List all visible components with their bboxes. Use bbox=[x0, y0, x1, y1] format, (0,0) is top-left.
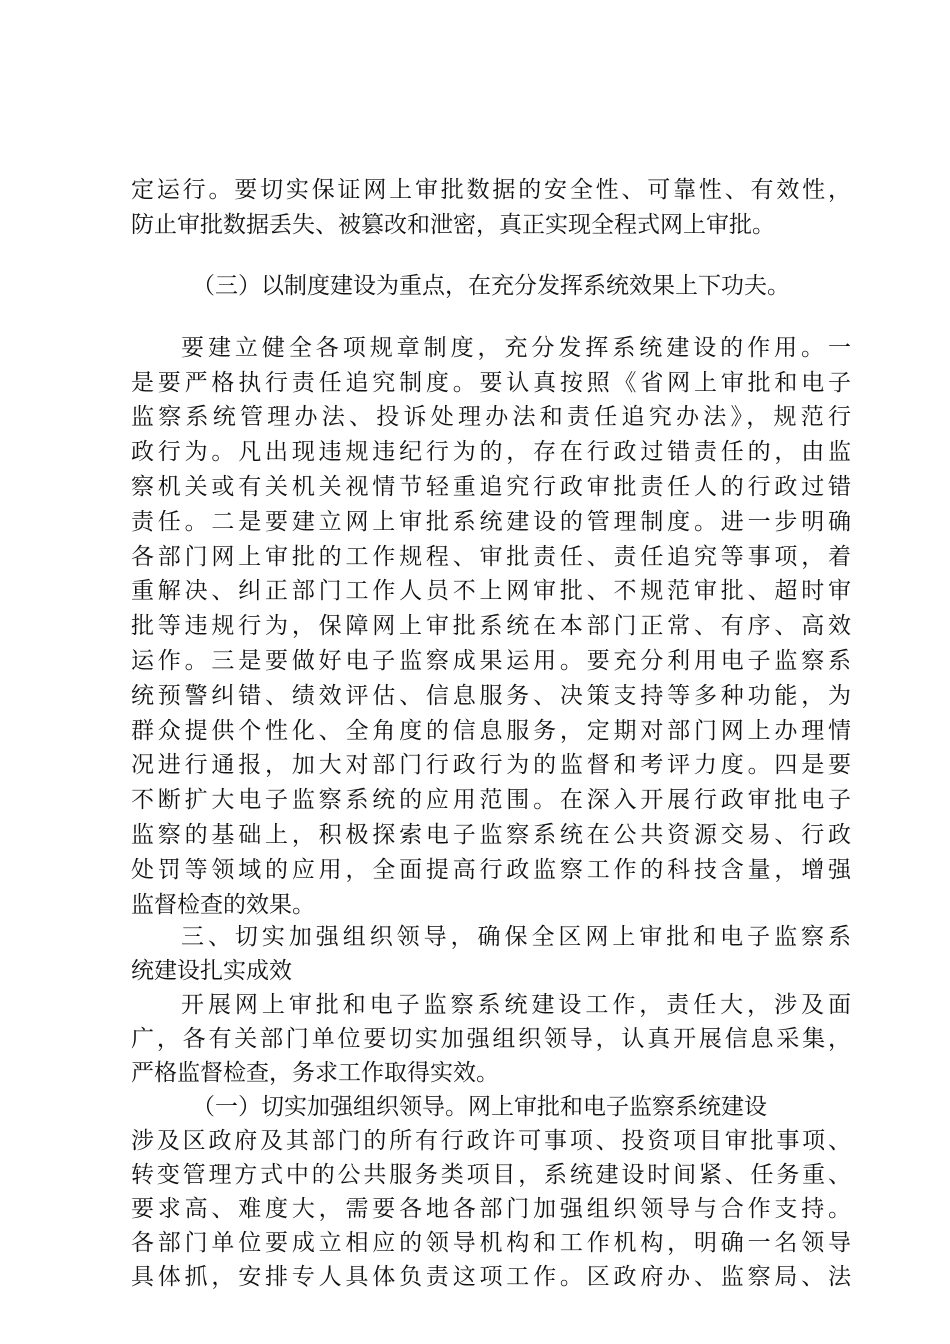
body-text-line: 监察系统管理办法、投诉处理办法和责任追究办法》，规范行 bbox=[131, 404, 851, 430]
body-text-line: 统预警纠错、绩效评估、信息服务、决策支持等多种功能，为 bbox=[131, 683, 851, 709]
body-text-line: 要建立健全各项规章制度，充分发挥系统建设的作用。一 bbox=[181, 335, 851, 361]
body-text-line: 政行为。凡出现违规违纪行为的，存在行政过错责任的，由监 bbox=[131, 439, 851, 465]
body-text-line: 广，各有关部门单位要切实加强组织领导，认真开展信息采集， bbox=[131, 1026, 851, 1052]
body-text-line: 要求高、难度大，需要各地各部门加强组织领导与合作支持。 bbox=[131, 1196, 851, 1222]
body-text-line: 是要严格执行责任追究制度。要认真按照《省网上审批和电子 bbox=[131, 370, 851, 396]
body-text-line: 防止审批数据丢失、被篡改和泄密，真正实现全程式网上审批。 bbox=[131, 212, 775, 238]
body-text-line: 重解决、纠正部门工作人员不上网审批、不规范审批、超时审 bbox=[131, 578, 851, 604]
body-text-line: 群众提供个性化、全角度的信息服务，定期对部门网上办理情 bbox=[131, 718, 851, 744]
body-text-line: 各部门单位要成立相应的领导机构和工作机构，明确一名领导 bbox=[131, 1230, 851, 1256]
body-text-line: 开展网上审批和电子监察系统建设工作，责任大，涉及面 bbox=[181, 992, 851, 1018]
section-heading: 三、切实加强组织领导，确保全区网上审批和电子监察系 bbox=[181, 924, 851, 950]
body-text-line: 各部门网上审批的工作规程、审批责任、责任追究等事项，着 bbox=[131, 544, 851, 570]
body-text-line: 况进行通报，加大对部门行政行为的监督和考评力度。四是要 bbox=[131, 752, 851, 778]
body-text-line: 涉及区政府及其部门的所有行政许可事项、投资项目审批事项、 bbox=[131, 1128, 851, 1154]
body-text-line: 具体抓，安排专人具体负责这项工作。区政府办、监察局、法 bbox=[131, 1264, 851, 1290]
body-text-line: 定运行。要切实保证网上审批数据的安全性、可靠性、有效性， bbox=[131, 177, 851, 203]
body-text-line: 察机关或有关机关视情节轻重追究行政审批责任人的行政过错 bbox=[131, 474, 851, 500]
body-text-line: 严格监督检查，务求工作取得实效。 bbox=[131, 1060, 499, 1086]
section-heading: 统建设扎实成效 bbox=[131, 958, 292, 984]
body-text-line: 处罚等领域的应用，全面提高行政监察工作的科技含量，增强 bbox=[131, 857, 851, 883]
body-text-line: 批等违规行为，保障网上审批系统在本部门正常、有序、高效 bbox=[131, 613, 851, 639]
body-text-line: 责任。二是要建立网上审批系统建设的管理制度。进一步明确 bbox=[131, 509, 851, 535]
body-text-line: 监督检查的效果。 bbox=[131, 892, 315, 918]
body-text-line: 不断扩大电子监察系统的应用范围。在深入开展行政审批电子 bbox=[131, 787, 851, 813]
body-text-line: 转变管理方式中的公共服务类项目，系统建设时间紧、任务重、 bbox=[131, 1162, 851, 1188]
body-text-line: 运作。三是要做好电子监察成果运用。要充分利用电子监察系 bbox=[131, 648, 851, 674]
section-subheading: （三）以制度建设为重点，在充分发挥系统效果上下功夫。 bbox=[192, 273, 790, 299]
body-text-line: （一）切实加强组织领导。网上审批和电子监察系统建设 bbox=[192, 1094, 767, 1120]
body-text-line: 监察的基础上，积极探索电子监察系统在公共资源交易、行政 bbox=[131, 822, 851, 848]
